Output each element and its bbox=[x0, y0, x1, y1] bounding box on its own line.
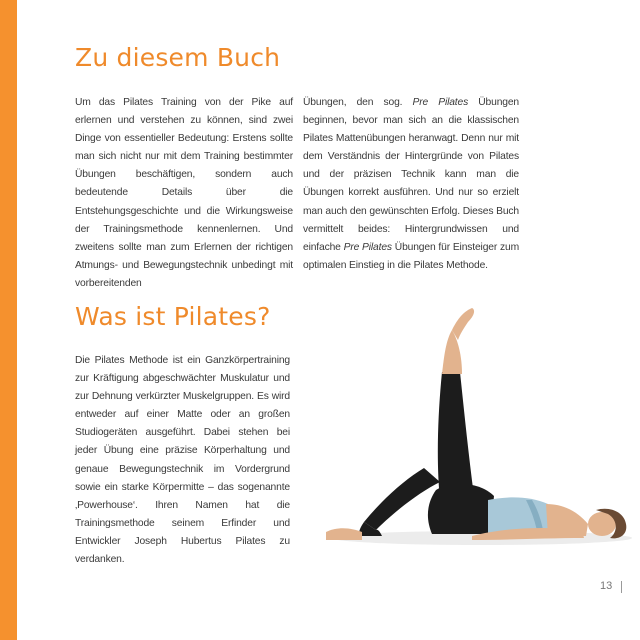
pilates-description-text: Die Pilates Methode ist ein Ganzkörpertraining zur Kräftigung abgeschwächter Muskulatur und zur Dehnung verkürzter Muskelgruppen. Es wird entweder auf einer Matte oder an großen Studiogeräten ausgeführt. Dabei stehen bei jeder Übung eine präzise Körperhaltung und genaue Bewegungstechnik im Vordergrund sowie ein starke Körpermitte – das sogenannte ‚Powerhouse‘. Ihren Namen hat die Trainingsmethode seinem Erfinder und Entwickler Joseph Hubertus Pilates zu verdanken. bbox=[75, 355, 290, 566]
section-title-was-ist-pilates: Was ist Pilates? bbox=[75, 302, 271, 331]
pre-pilates-emphasis: Pre Pilates bbox=[412, 97, 469, 108]
intro-text-column-1: Um das Pilates Training von der Pike auf erlernen und verstehen zu können, sind zwei Dinge von essentieller Bedeutung: Erstens sollte man sich nicht nur mit dem Training bestimmter Übungen beschäftigen, sondern auch bedeutende Details über die Entstehungsgeschichte und die Wirkungsweise der Trainingsmethode kennenlernen. Und zweitens sollte man zum Erlernen der richtigen Atmungs- und Bewegungstechnik unbedingt mit vorbereitenden bbox=[75, 97, 293, 289]
intro-text-column-2 bbox=[303, 94, 519, 275]
raised-foot bbox=[452, 308, 474, 340]
intro-text-part: Übungen für Einsteiger zum optimalen Einstieg in die Pilates Methode. bbox=[303, 241, 520, 271]
orange-side-bar bbox=[0, 0, 17, 640]
section-title-zu-diesem-buch: Zu diesem Buch bbox=[75, 43, 281, 72]
intro-text-part: Übungen, den sog. bbox=[303, 97, 413, 108]
pre-pilates-emphasis: Pre Pilates bbox=[343, 241, 392, 253]
shoulder bbox=[546, 504, 588, 536]
pilates-exercise-photo bbox=[312, 300, 632, 550]
bent-leg-foot bbox=[326, 528, 362, 540]
intro-text-part: Übungen beginnen, bevor man sich an die klassischen Pilates Mattenübungen heranwagt. Denn nur mit dem Verständnis der Hintergründe von Pilates und der präzisen Technik kann man die Übungen korrekt ausführen. Und nur so erzielt man auch den gewünschten Erfolg. Dieses Buch vermittelt beides: Hintergrundwissen und einfache bbox=[303, 97, 520, 253]
page-number: 13 bbox=[600, 580, 613, 592]
hips bbox=[428, 484, 494, 534]
raised-leg bbox=[438, 372, 474, 500]
page-number-divider bbox=[621, 581, 622, 593]
